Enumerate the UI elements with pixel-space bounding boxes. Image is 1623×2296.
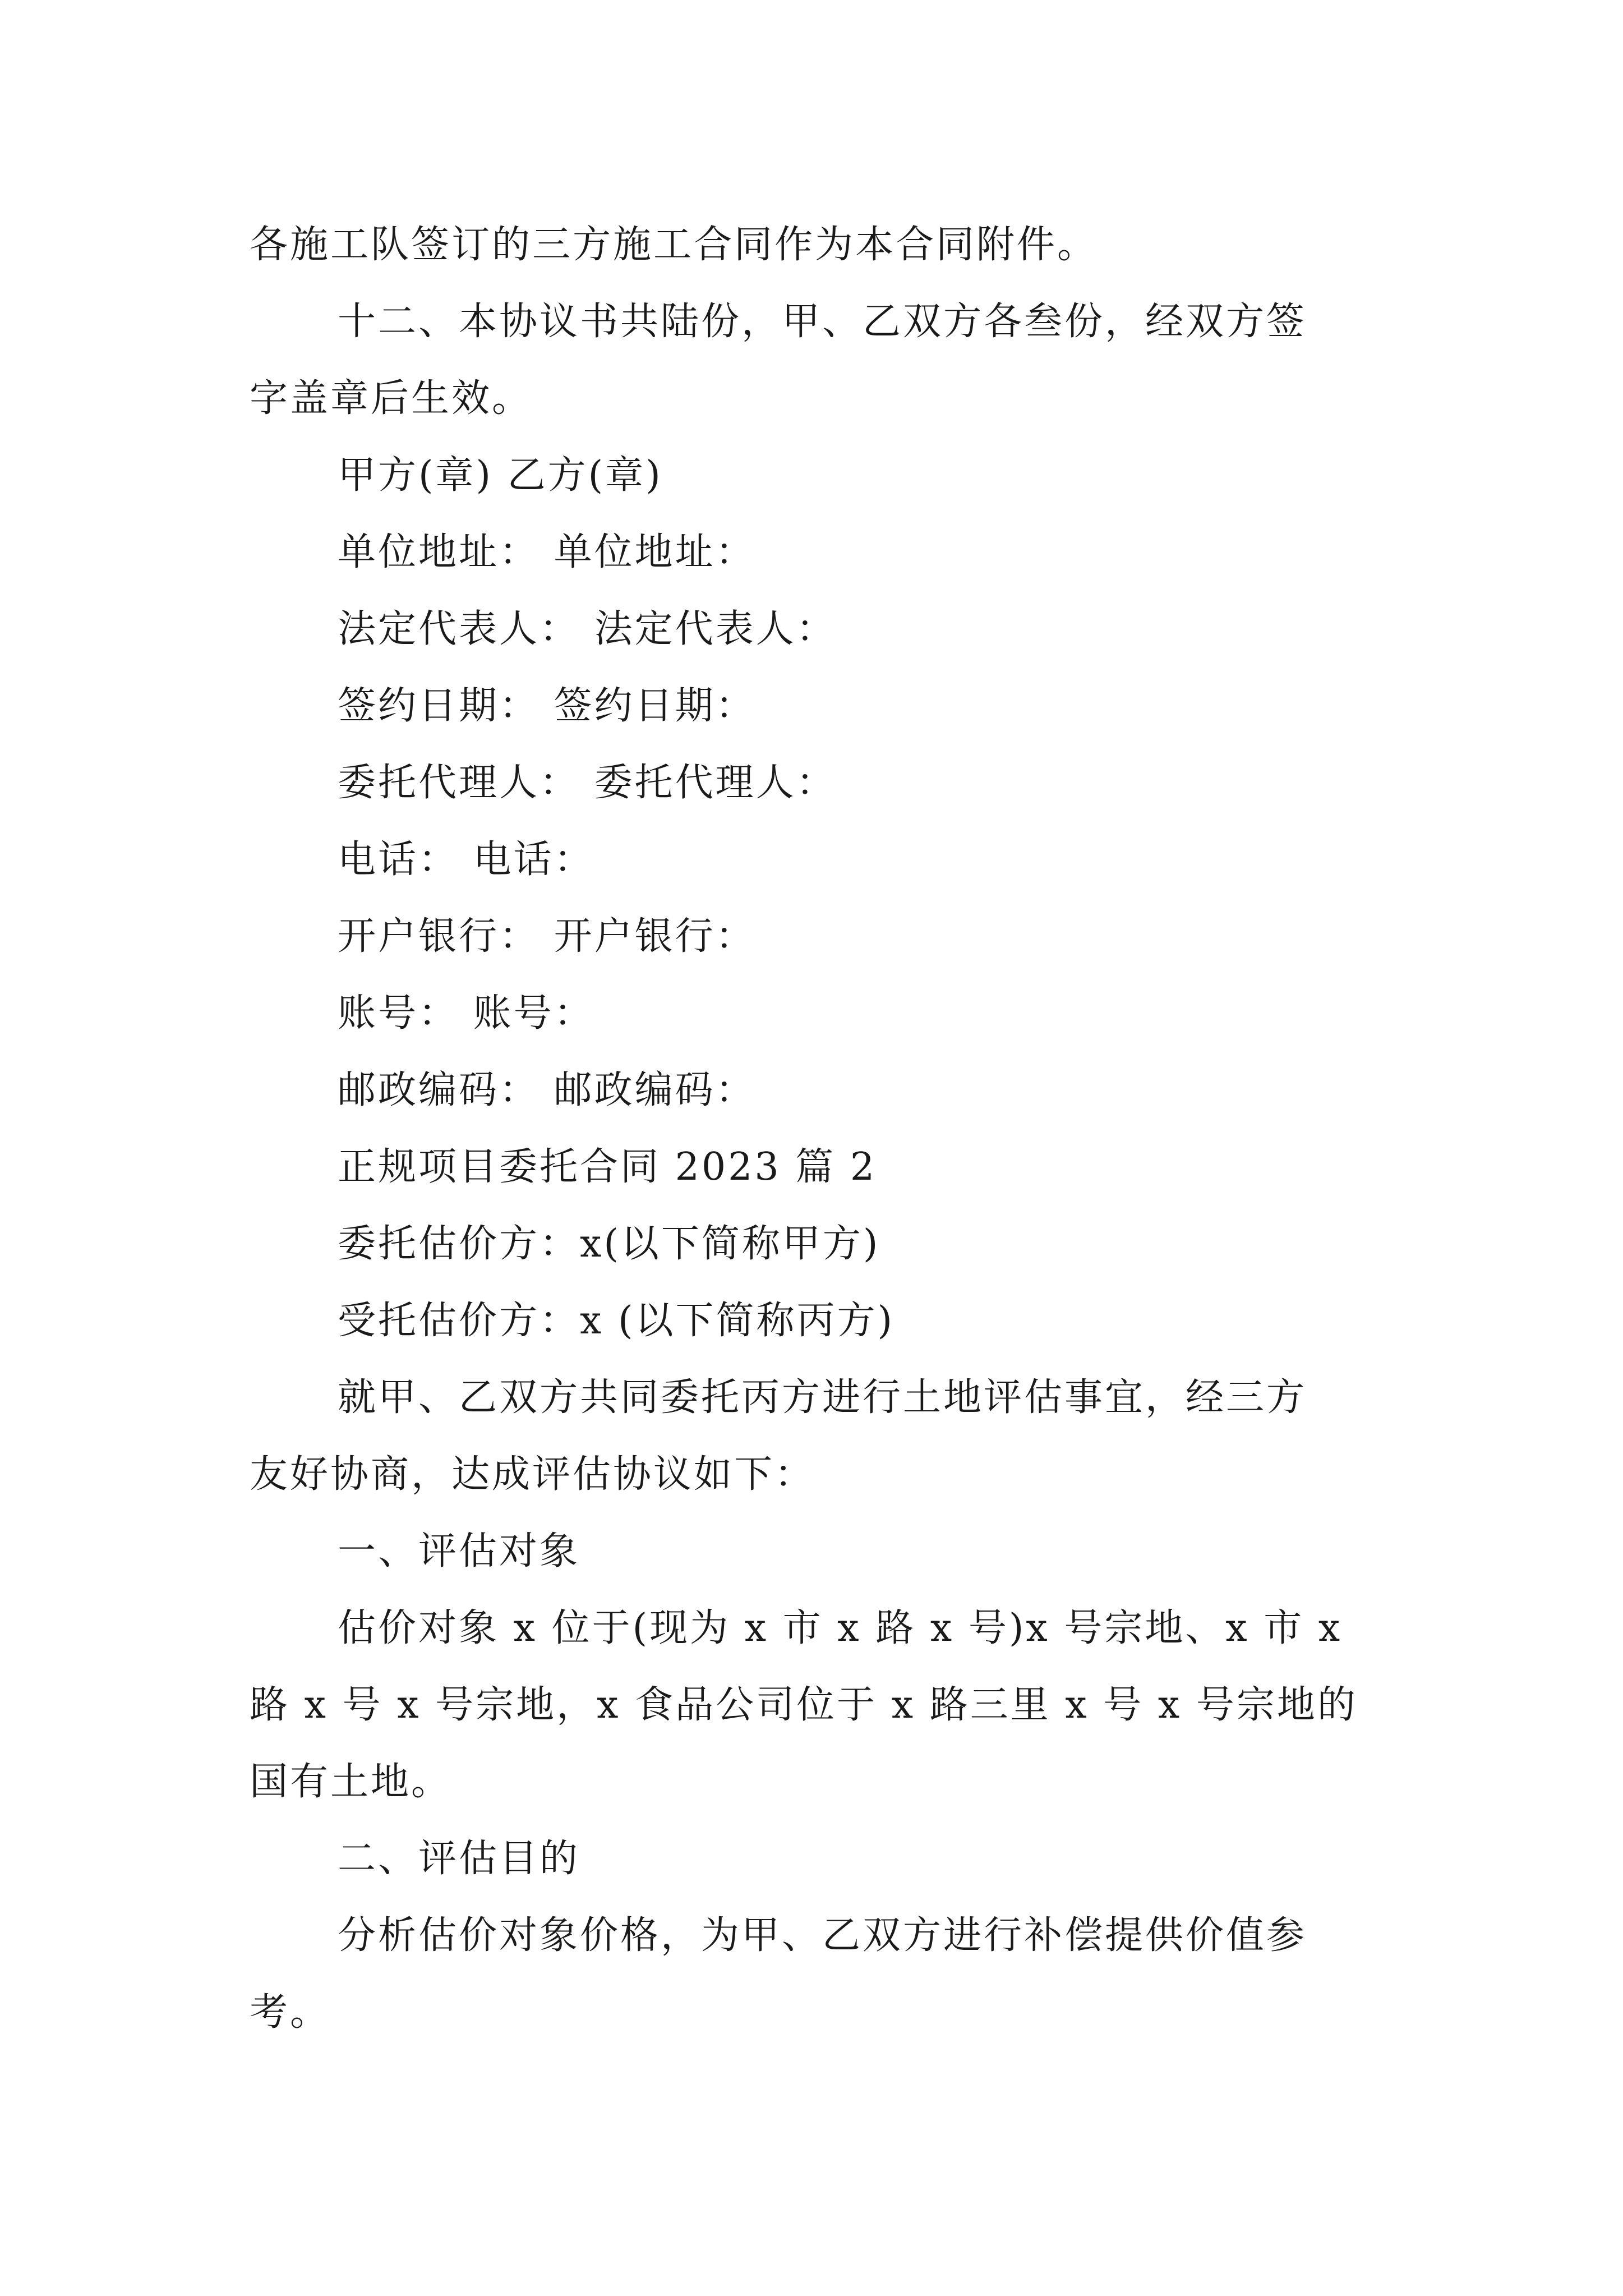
text-line: 就甲、乙双方共同委托丙方进行土地评估事宜，经三方 xyxy=(338,1375,1307,1420)
signature-party-labels: 甲方(章) 乙方(章) xyxy=(338,453,663,498)
address-field-labels: 单位地址： 单位地址： xyxy=(338,530,756,574)
text-line: 分析估价对象价格，为甲、乙双方进行补偿提供价值参 xyxy=(338,1913,1307,1958)
text-line: 估价对象 x 位于(现为 x 市 x 路 x 号)x 号宗地、x 市 x xyxy=(338,1606,1343,1650)
clause-heading: 二、评估目的 xyxy=(338,1837,580,1881)
text-line: 字盖章后生效。 xyxy=(250,376,533,421)
text-line: 考。 xyxy=(250,1990,331,2035)
postcode-field-labels: 邮政编码： 邮政编码： xyxy=(338,1068,756,1112)
text-line: 十二、本协议书共陆份，甲、乙双方各叁份，经双方签 xyxy=(338,300,1307,344)
text-line: 各施工队签订的三方施工合同作为本合同附件。 xyxy=(250,223,1098,267)
clause-heading: 一、评估对象 xyxy=(338,1529,580,1573)
sign-date-field-labels: 签约日期： 签约日期： xyxy=(338,684,756,728)
legal-rep-field-labels: 法定代表人： 法定代表人： xyxy=(338,607,837,651)
agent-field-labels: 委托代理人： 委托代理人： xyxy=(338,761,837,805)
section-heading: 正规项目委托合同 2023 篇 2 xyxy=(338,1145,877,1189)
text-line: 路 x 号 x 号宗地，x 食品公司位于 x 路三里 x 号 x 号宗地的 xyxy=(250,1683,1358,1727)
text-line: 友好协商，达成评估协议如下： xyxy=(250,1452,815,1497)
phone-field-labels: 电话： 电话： xyxy=(338,838,594,882)
text-line: 委托估价方：x(以下简称甲方) xyxy=(338,1222,880,1266)
document-body xyxy=(250,206,1394,2051)
bank-field-labels: 开户银行： 开户银行： xyxy=(338,914,756,959)
text-line: 国有土地。 xyxy=(250,1760,452,1804)
text-line: 受托估价方：x (以下简称丙方) xyxy=(338,1299,895,1343)
account-field-labels: 账号： 账号： xyxy=(338,991,594,1036)
